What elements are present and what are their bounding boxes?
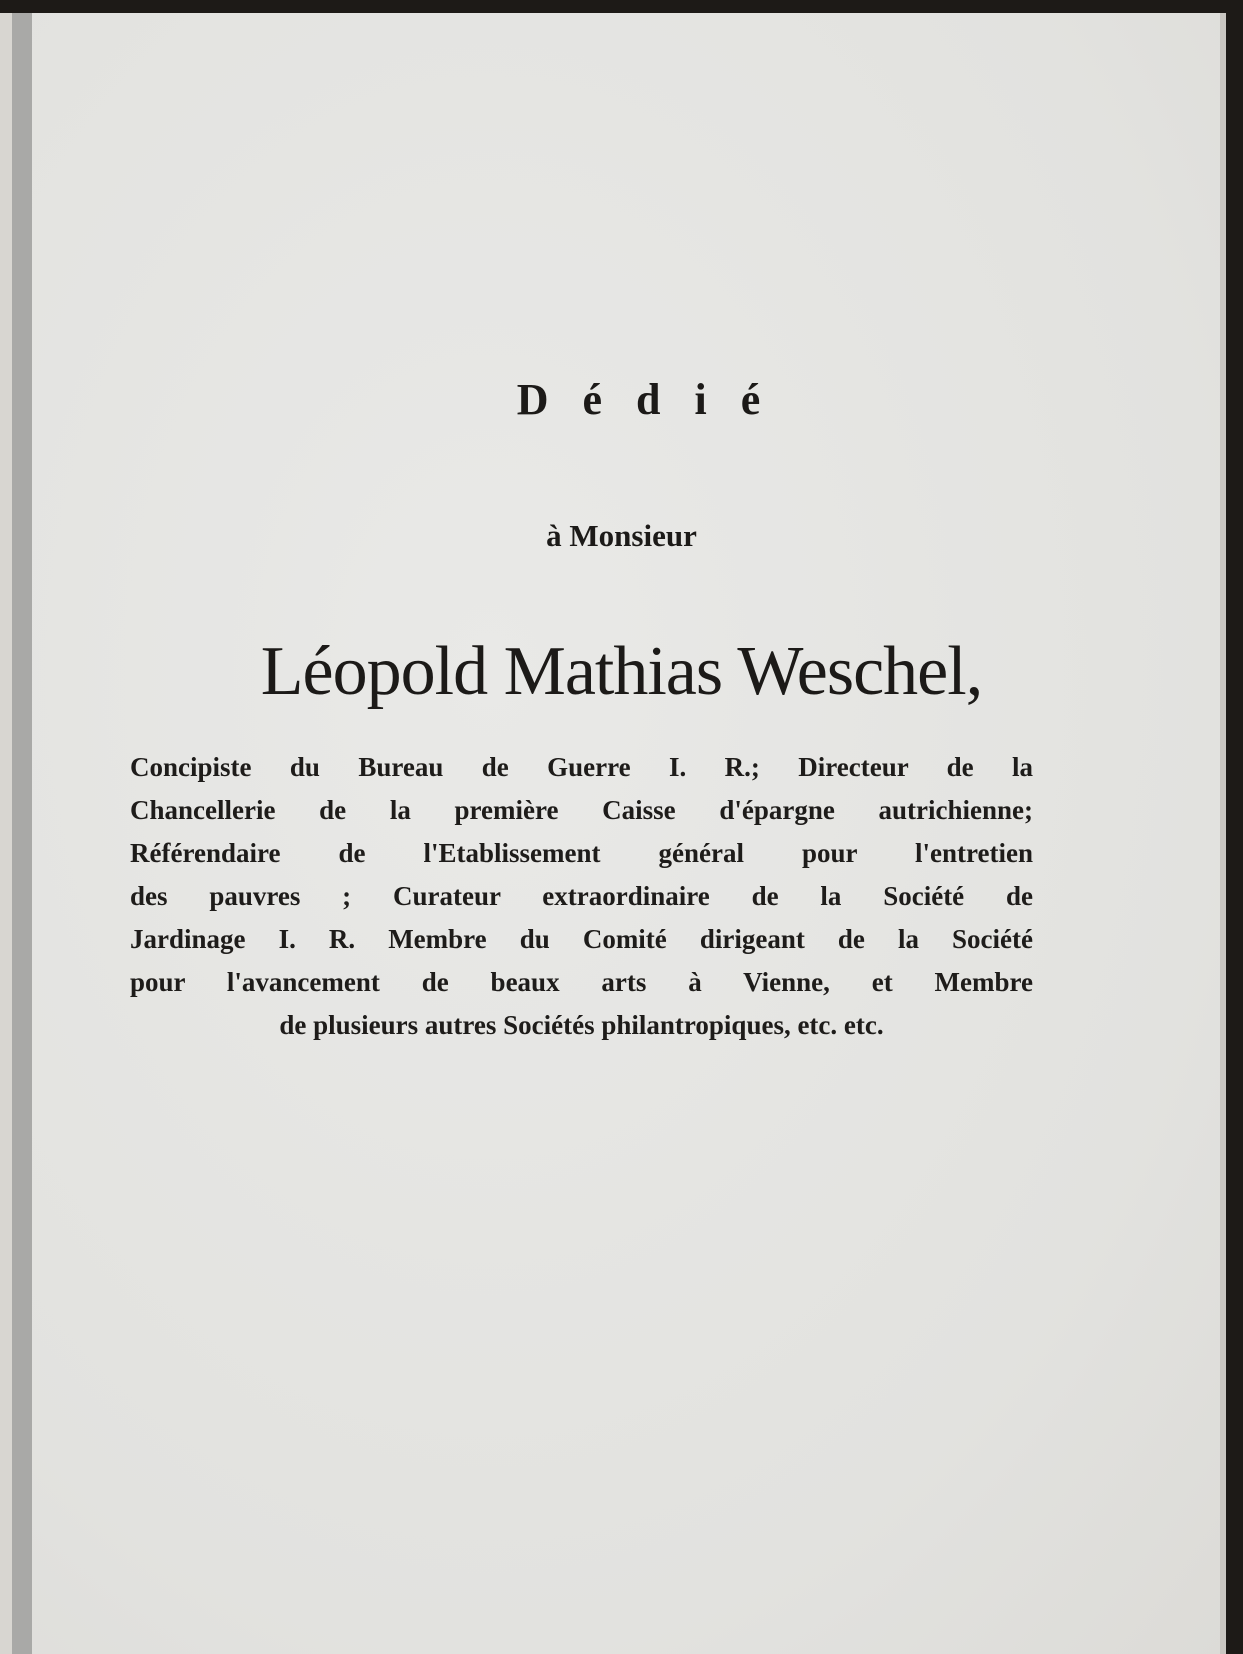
titles-line: Jardinage I. R. Membre du Comité dirigeant de la Société	[130, 924, 1033, 954]
facing-page-edge	[0, 13, 12, 1654]
titles-line: Concipiste du Bureau de Guerre I. R.; Directeur de la	[130, 752, 1033, 782]
titles-line: pour l'avancement de beaux arts à Vienne, et Membre	[130, 967, 1033, 997]
titles-line: de plusieurs autres Sociétés philantropiques, etc. etc.	[279, 1010, 884, 1040]
dedicatee-name: Léopold Mathias Weschel,	[260, 633, 983, 710]
book-gutter	[12, 13, 32, 1654]
page-edge	[1220, 13, 1226, 1654]
titles-line: Référendaire de l'Etablissement général pour l'entretien	[130, 838, 1033, 868]
dedication-heading: Dédié	[516, 375, 795, 424]
titles-line: des pauvres ; Curateur extraordinaire de la Société de	[130, 881, 1033, 911]
salutation: à Monsieur	[546, 518, 697, 553]
dedicatee-titles	[130, 746, 1033, 1047]
titles-line: Chancellerie de la première Caisse d'épargne autrichienne;	[130, 795, 1033, 825]
